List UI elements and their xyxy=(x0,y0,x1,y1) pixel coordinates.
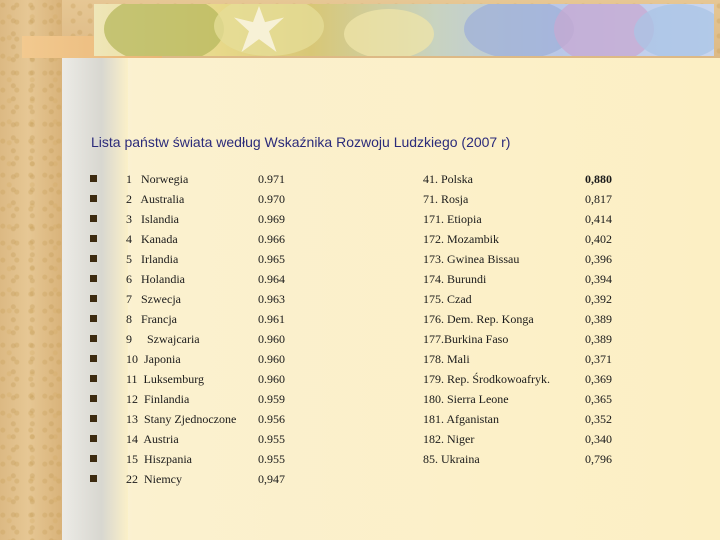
country-right: 85. Ukraina xyxy=(423,452,480,466)
value-right: 0,340 xyxy=(585,432,612,446)
value-right: 0,389 xyxy=(585,312,612,326)
country-right: 177.Burkina Faso xyxy=(423,332,509,346)
value-left: 0.971 xyxy=(258,172,285,186)
value-left: 0.963 xyxy=(258,292,285,306)
value-right: 0,796 xyxy=(585,452,612,466)
country-left: 10 Japonia xyxy=(126,352,181,366)
value-left: 0.970 xyxy=(258,192,285,206)
country-right: 178. Mali xyxy=(423,352,470,366)
country-left: 11 Luksemburg xyxy=(126,372,204,386)
country-left: 6 Holandia xyxy=(126,272,185,286)
value-left: 0.960 xyxy=(258,332,285,346)
list-item xyxy=(88,352,708,372)
value-left: 0.964 xyxy=(258,272,285,286)
country-right: 180. Sierra Leone xyxy=(423,392,509,406)
country-left: 12 Finlandia xyxy=(126,392,190,406)
list-item xyxy=(88,452,708,472)
value-left: 0,947 xyxy=(258,472,285,486)
value-left: 0.966 xyxy=(258,232,285,246)
paper-texture-left xyxy=(0,0,62,540)
country-left: 1 Norwegia xyxy=(126,172,189,186)
list-item xyxy=(88,252,708,272)
value-left: 0.961 xyxy=(258,312,285,326)
bullet-icon xyxy=(90,315,97,322)
list-item xyxy=(88,392,708,412)
country-right: 41. Polska xyxy=(423,172,474,186)
value-right: 0,371 xyxy=(585,352,612,366)
country-right: 182. Niger xyxy=(423,432,475,446)
bullet-icon xyxy=(90,255,97,262)
country-left: 9 Szwajcaria xyxy=(126,332,200,346)
country-right: 175. Czad xyxy=(423,292,472,306)
country-right: 171. Etiopia xyxy=(423,212,482,226)
bullet-icon xyxy=(90,415,97,422)
value-left: 0.955 xyxy=(258,432,285,446)
bullet-icon xyxy=(90,335,97,342)
value-right: 0,394 xyxy=(585,272,612,286)
value-left: 0.960 xyxy=(258,352,285,366)
value-right: 0,369 xyxy=(585,372,612,386)
list-item xyxy=(88,432,708,452)
country-right: 179. Rep. Środkowoafryk. xyxy=(423,372,550,386)
country-left: 2 Australia xyxy=(126,192,185,206)
list-item xyxy=(88,212,708,232)
list-item xyxy=(88,232,708,252)
value-right: 0,414 xyxy=(585,212,612,226)
country-left: 14 Austria xyxy=(126,432,179,446)
list-item xyxy=(88,472,708,492)
value-right: 0,880 xyxy=(585,172,612,186)
ranking-list xyxy=(88,172,708,492)
value-right: 0,352 xyxy=(585,412,612,426)
bullet-icon xyxy=(90,395,97,402)
country-left: 3 Islandia xyxy=(126,212,179,226)
value-left: 0.969 xyxy=(258,212,285,226)
value-right: 0,396 xyxy=(585,252,612,266)
bullet-icon xyxy=(90,275,97,282)
country-right: 174. Burundi xyxy=(423,272,487,286)
decorative-banner xyxy=(94,4,714,56)
list-item xyxy=(88,272,708,292)
value-left: 0.959 xyxy=(258,392,285,406)
country-right: 181. Afganistan xyxy=(423,412,499,426)
country-right: 176. Dem. Rep. Konga xyxy=(423,312,534,326)
bullet-icon xyxy=(90,455,97,462)
country-left: 13 Stany Zjednoczone xyxy=(126,412,237,426)
value-left: 0.960 xyxy=(258,372,285,386)
country-left: 22 Niemcy xyxy=(126,472,182,486)
list-item xyxy=(88,192,708,212)
bullet-icon xyxy=(90,295,97,302)
bullet-icon xyxy=(90,235,97,242)
bullet-icon xyxy=(90,435,97,442)
country-left: 5 Irlandia xyxy=(126,252,179,266)
bullet-icon xyxy=(90,175,97,182)
value-right: 0,365 xyxy=(585,392,612,406)
bullet-icon xyxy=(90,355,97,362)
country-right: 71. Rosja xyxy=(423,192,469,206)
country-left: 15 Hiszpania xyxy=(126,452,192,466)
list-item xyxy=(88,172,708,192)
list-item xyxy=(88,332,708,352)
page-title: Lista państw świata według Wskaźnika Rozwoju Ludzkiego (2007 r) xyxy=(91,134,511,150)
value-right: 0,392 xyxy=(585,292,612,306)
bullet-icon xyxy=(90,475,97,482)
value-left: 0.955 xyxy=(258,452,285,466)
list-item xyxy=(88,292,708,312)
value-left: 0.956 xyxy=(258,412,285,426)
value-right: 0,389 xyxy=(585,332,612,346)
country-right: 172. Mozambik xyxy=(423,232,499,246)
value-left: 0.965 xyxy=(258,252,285,266)
country-left: 8 Francja xyxy=(126,312,177,326)
list-item xyxy=(88,372,708,392)
country-left: 4 Kanada xyxy=(126,232,178,246)
value-right: 0,402 xyxy=(585,232,612,246)
bullet-icon xyxy=(90,195,97,202)
country-right: 173. Gwinea Bissau xyxy=(423,252,520,266)
country-left: 7 Szwecja xyxy=(126,292,181,306)
list-item xyxy=(88,412,708,432)
list-item xyxy=(88,312,708,332)
bullet-icon xyxy=(90,375,97,382)
value-right: 0,817 xyxy=(585,192,612,206)
bullet-icon xyxy=(90,215,97,222)
